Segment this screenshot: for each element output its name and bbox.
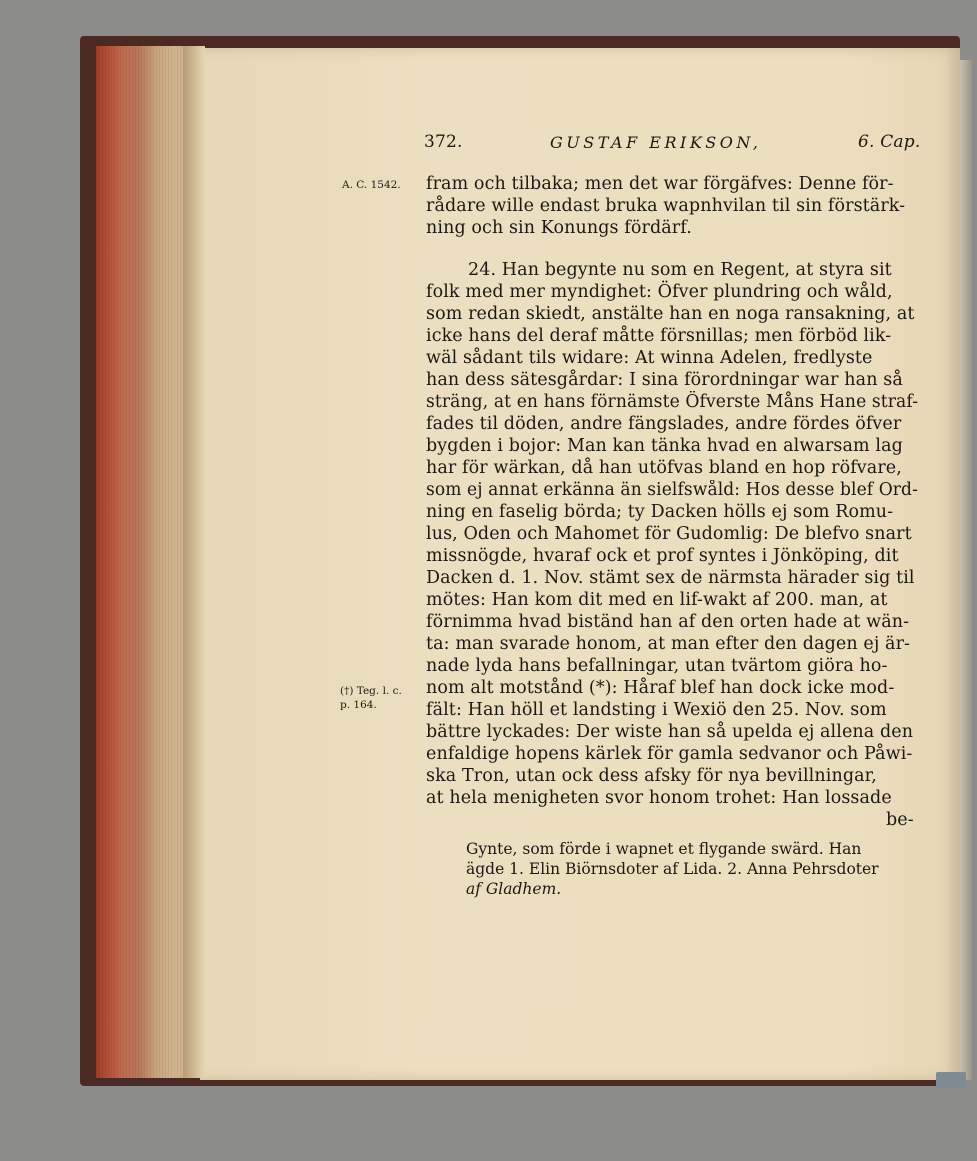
text-line: Dacken d. 1. Nov. stämt sex de närmsta härader sig til xyxy=(426,568,915,588)
running-title: GUSTAF ERIKSON, xyxy=(550,133,762,152)
text-line: fades til döden, andre fängslades, andre fördes öfver xyxy=(426,414,902,434)
text-line: som redan skiedt, anstälte han en noga ransakning, at xyxy=(426,304,915,324)
text-line: fält: Han höll et landsting i Wexiö den 25. Nov. som xyxy=(426,700,887,720)
text-line: ska Tron, utan ock dess afsky för nya bevillningar, xyxy=(426,766,877,786)
text-line: sträng, at en hans förnämste Öfverste Måns Hane straf- xyxy=(426,392,919,412)
text-line: folk med mer myndighet: Öfver plundring och wåld, xyxy=(426,282,893,302)
text-line: lus, Oden och Mahomet för Gudomlig: De blefvo snart xyxy=(426,524,912,544)
text-line: nade lyda hans befallningar, utan tvärtom giöra ho- xyxy=(426,656,888,676)
page-gutter xyxy=(183,46,205,1078)
text-line: ning och sin Konungs fördärf. xyxy=(426,218,692,238)
page-block-edges xyxy=(96,46,186,1078)
text-line: bättre lyckades: Der wiste han så upelda ej allena den xyxy=(426,722,914,742)
margin-reference-note: (†) Teg. l. c. xyxy=(340,685,402,697)
footnote-line: ägde 1. Elin Biörnsdoter af Lida. 2. Anna Pehrsdoter xyxy=(466,860,879,878)
text-line: som ej annat erkänna än sielfswåld: Hos desse blef Ord- xyxy=(426,480,918,500)
text-line: bygden i bojor: Man kan tänka hvad en alwarsam lag xyxy=(426,436,903,456)
text-line: icke hans del deraf måtte försnillas; men förböd lik- xyxy=(426,326,892,346)
footnote-line: af Gladhem. xyxy=(466,880,562,898)
text-line: rådare wille endast bruka wapnhvilan til sin förstärk- xyxy=(426,196,906,216)
footnote-line: Gynte, som förde i wapnet et flygande swärd. Han xyxy=(466,840,862,858)
catchword: be- xyxy=(886,810,914,830)
margin-year-note: A. C. 1542. xyxy=(342,179,401,191)
chapter-label: 6. Cap. xyxy=(858,132,921,152)
bookmark-ribbon xyxy=(936,1072,966,1088)
text-line: mötes: Han kom dit med en lif-wakt af 200. man, at xyxy=(426,590,888,610)
text-line: har för wärkan, då han utöfvas bland en hop röfvare, xyxy=(426,458,902,478)
text-line: fram och tilbaka; men det war förgäfves: Denne för- xyxy=(426,174,894,194)
text-line: at hela menigheten svor honom trohet: Han lossade xyxy=(426,788,892,808)
text-line: wäl sådant tils widare: At winna Adelen, fredlyste xyxy=(426,348,873,368)
text-line: han dess sätesgårdar: I sina förordningar war han så xyxy=(426,370,903,390)
facing-page-edge xyxy=(958,60,972,1080)
text-line: missnögde, hvaraf ock et prof syntes i Jönköping, dit xyxy=(426,546,899,566)
margin-reference-note: p. 164. xyxy=(340,699,377,711)
text-line: ta: man svarade honom, at man efter den dagen ej är- xyxy=(426,634,911,654)
text-line: förnimma hvad biständ han af den orten hade at wän- xyxy=(426,612,910,632)
text-line: nom alt motstånd (*): Håraf blef han dock icke mod- xyxy=(426,678,895,698)
text-line: 24. Han begynte nu som en Regent, at styra sit xyxy=(468,260,892,280)
page-number: 372. xyxy=(424,132,463,152)
text-line: enfaldige hopens kärlek för gamla sedvanor och Påwi- xyxy=(426,744,913,764)
text-line: ning en faselig börda; ty Dacken hölls ej som Romu- xyxy=(426,502,894,522)
